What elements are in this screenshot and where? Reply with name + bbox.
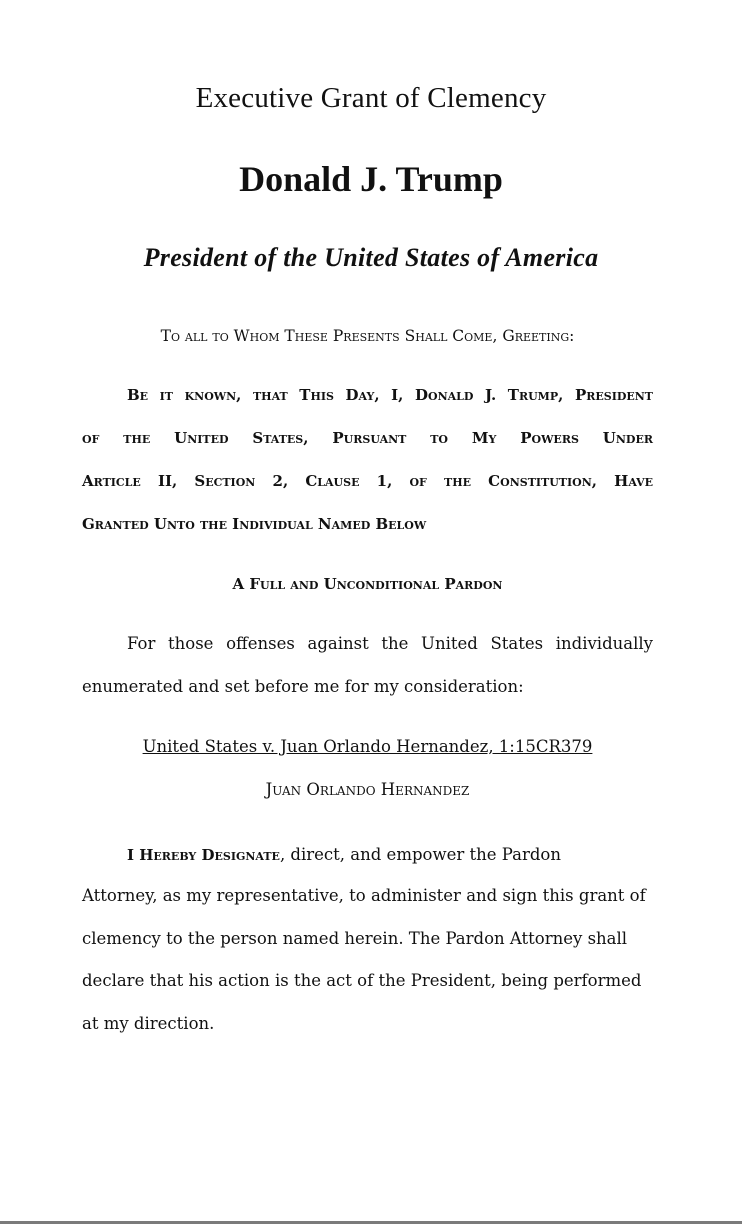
designation-line: clemency to the person named herein. The Pardon Attorney shall <box>82 929 628 948</box>
greeting-line: To all to Whom These Presents Shall Come, Greeting: <box>160 327 575 345</box>
designation-line: at my direction. <box>82 1014 215 1033</box>
preamble-line: Granted Unto the Individual Named Below <box>82 515 427 533</box>
offense-line: For those offenses against the United States individually <box>127 634 653 653</box>
designation-line: Attorney, as my representative, to administer and sign this grant of <box>82 886 646 905</box>
designation-line: declare that his action is the act of the President, being performed <box>82 971 642 990</box>
preamble-line: of the United States, Pursuant to My Powers Under <box>82 429 653 447</box>
preamble-line: Article II, Section 2, Clause 1, of the Constitution, Have <box>82 472 653 490</box>
grantee-name: Juan Orlando Hernandez <box>265 780 470 799</box>
grant-type: A Full and Unconditional Pardon <box>232 575 503 593</box>
designation-lead: I Hereby Designate <box>127 846 280 864</box>
case-caption: United States v. Juan Orlando Hernandez, 1:15CR379 <box>142 737 593 756</box>
document-title: Executive Grant of Clemency <box>195 82 547 114</box>
president-name: Donald J. Trump <box>239 159 503 199</box>
designation-text: , direct, and empower the Pardon <box>279 845 561 864</box>
offense-line: enumerated and set before me for my consideration: <box>82 677 524 696</box>
preamble-line: Be it known, that This Day, I, Donald J. Trump, President <box>127 386 653 404</box>
designation-line <box>82 845 653 864</box>
president-subtitle: President of the United States of America <box>143 243 599 272</box>
case-caption-wrap <box>82 737 653 756</box>
